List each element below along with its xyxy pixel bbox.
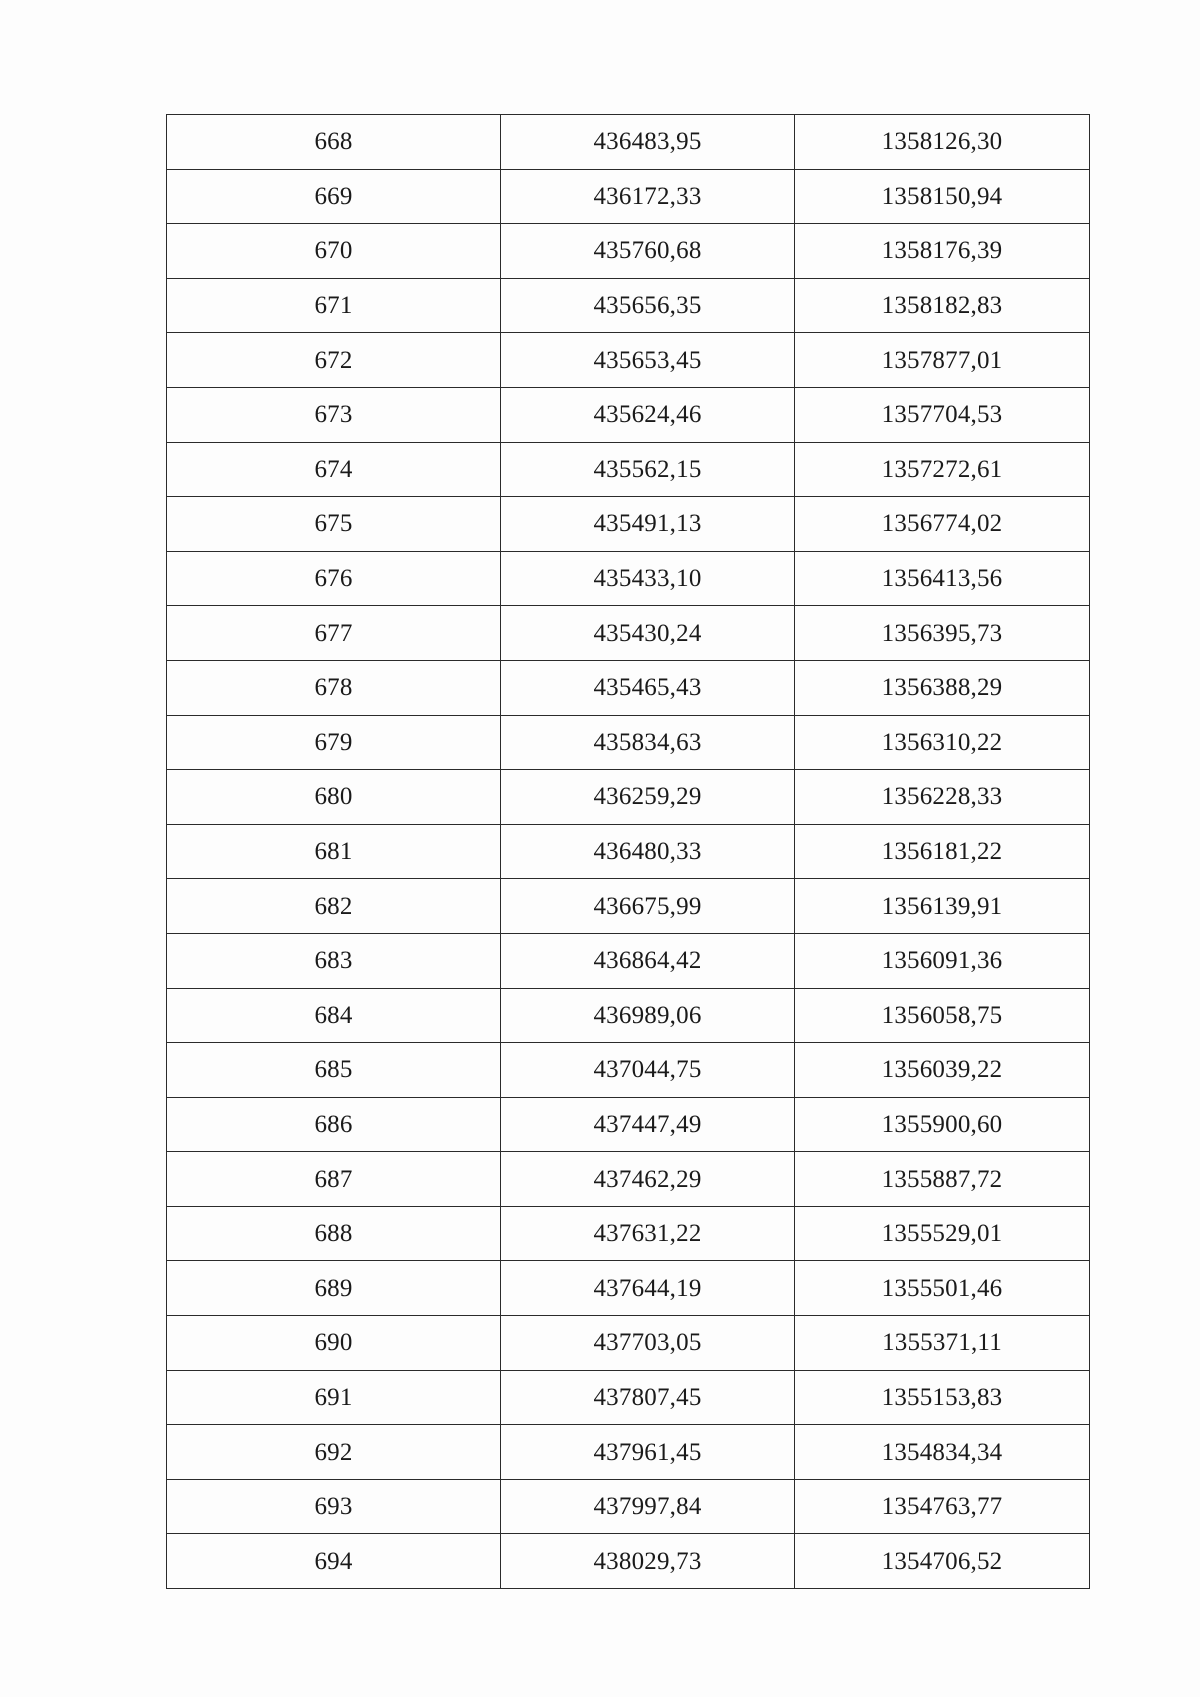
y-coordinate-cell: 1356228,33 bbox=[795, 770, 1090, 825]
y-coordinate-cell: 1356413,56 bbox=[795, 551, 1090, 606]
table-row bbox=[167, 715, 1090, 770]
point-number-cell: 679 bbox=[167, 715, 501, 770]
x-coordinate-cell: 437703,05 bbox=[501, 1316, 795, 1371]
y-coordinate-cell: 1356058,75 bbox=[795, 988, 1090, 1043]
table-row bbox=[167, 1479, 1090, 1534]
table-row bbox=[167, 1425, 1090, 1480]
point-number-cell: 684 bbox=[167, 988, 501, 1043]
point-number-cell: 671 bbox=[167, 278, 501, 333]
point-number-cell: 693 bbox=[167, 1479, 501, 1534]
table-row bbox=[167, 1206, 1090, 1261]
y-coordinate-cell: 1358176,39 bbox=[795, 224, 1090, 279]
point-number-cell: 668 bbox=[167, 115, 501, 170]
y-coordinate-cell: 1358126,30 bbox=[795, 115, 1090, 170]
point-number-cell: 673 bbox=[167, 387, 501, 442]
point-number-cell: 670 bbox=[167, 224, 501, 279]
y-coordinate-cell: 1357272,61 bbox=[795, 442, 1090, 497]
table-row bbox=[167, 224, 1090, 279]
coordinates-table-body bbox=[167, 115, 1090, 1589]
x-coordinate-cell: 437961,45 bbox=[501, 1425, 795, 1480]
x-coordinate-cell: 436483,95 bbox=[501, 115, 795, 170]
table-row bbox=[167, 1152, 1090, 1207]
y-coordinate-cell: 1356139,91 bbox=[795, 879, 1090, 934]
x-coordinate-cell: 436172,33 bbox=[501, 169, 795, 224]
y-coordinate-cell: 1358182,83 bbox=[795, 278, 1090, 333]
point-number-cell: 685 bbox=[167, 1043, 501, 1098]
x-coordinate-cell: 435491,13 bbox=[501, 497, 795, 552]
point-number-cell: 676 bbox=[167, 551, 501, 606]
y-coordinate-cell: 1355887,72 bbox=[795, 1152, 1090, 1207]
table-row bbox=[167, 1316, 1090, 1371]
y-coordinate-cell: 1355371,11 bbox=[795, 1316, 1090, 1371]
x-coordinate-cell: 435433,10 bbox=[501, 551, 795, 606]
x-coordinate-cell: 436675,99 bbox=[501, 879, 795, 934]
y-coordinate-cell: 1355501,46 bbox=[795, 1261, 1090, 1316]
y-coordinate-cell: 1356310,22 bbox=[795, 715, 1090, 770]
table-row bbox=[167, 933, 1090, 988]
y-coordinate-cell: 1356181,22 bbox=[795, 824, 1090, 879]
y-coordinate-cell: 1356395,73 bbox=[795, 606, 1090, 661]
point-number-cell: 672 bbox=[167, 333, 501, 388]
point-number-cell: 687 bbox=[167, 1152, 501, 1207]
point-number-cell: 692 bbox=[167, 1425, 501, 1480]
y-coordinate-cell: 1355153,83 bbox=[795, 1370, 1090, 1425]
y-coordinate-cell: 1354706,52 bbox=[795, 1534, 1090, 1589]
point-number-cell: 686 bbox=[167, 1097, 501, 1152]
point-number-cell: 675 bbox=[167, 497, 501, 552]
point-number-cell: 680 bbox=[167, 770, 501, 825]
x-coordinate-cell: 436864,42 bbox=[501, 933, 795, 988]
y-coordinate-cell: 1356091,36 bbox=[795, 933, 1090, 988]
y-coordinate-cell: 1355900,60 bbox=[795, 1097, 1090, 1152]
y-coordinate-cell: 1354834,34 bbox=[795, 1425, 1090, 1480]
y-coordinate-cell: 1354763,77 bbox=[795, 1479, 1090, 1534]
table-row bbox=[167, 278, 1090, 333]
table-row bbox=[167, 770, 1090, 825]
y-coordinate-cell: 1356774,02 bbox=[795, 497, 1090, 552]
table-row bbox=[167, 442, 1090, 497]
x-coordinate-cell: 435465,43 bbox=[501, 660, 795, 715]
point-number-cell: 690 bbox=[167, 1316, 501, 1371]
x-coordinate-cell: 435624,46 bbox=[501, 387, 795, 442]
table-row bbox=[167, 988, 1090, 1043]
x-coordinate-cell: 437807,45 bbox=[501, 1370, 795, 1425]
y-coordinate-cell: 1358150,94 bbox=[795, 169, 1090, 224]
table-row bbox=[167, 879, 1090, 934]
point-number-cell: 683 bbox=[167, 933, 501, 988]
point-number-cell: 669 bbox=[167, 169, 501, 224]
point-number-cell: 691 bbox=[167, 1370, 501, 1425]
x-coordinate-cell: 436480,33 bbox=[501, 824, 795, 879]
table-row bbox=[167, 115, 1090, 170]
x-coordinate-cell: 435760,68 bbox=[501, 224, 795, 279]
table-row bbox=[167, 660, 1090, 715]
table-row bbox=[167, 387, 1090, 442]
table-row bbox=[167, 551, 1090, 606]
table-row bbox=[167, 1097, 1090, 1152]
x-coordinate-cell: 437997,84 bbox=[501, 1479, 795, 1534]
table-row bbox=[167, 1043, 1090, 1098]
point-number-cell: 694 bbox=[167, 1534, 501, 1589]
x-coordinate-cell: 437447,49 bbox=[501, 1097, 795, 1152]
table-row bbox=[167, 606, 1090, 661]
x-coordinate-cell: 438029,73 bbox=[501, 1534, 795, 1589]
x-coordinate-cell: 435656,35 bbox=[501, 278, 795, 333]
coordinates-table bbox=[166, 114, 1090, 1589]
table-row bbox=[167, 1534, 1090, 1589]
y-coordinate-cell: 1355529,01 bbox=[795, 1206, 1090, 1261]
y-coordinate-cell: 1357877,01 bbox=[795, 333, 1090, 388]
table-row bbox=[167, 169, 1090, 224]
point-number-cell: 677 bbox=[167, 606, 501, 661]
point-number-cell: 682 bbox=[167, 879, 501, 934]
x-coordinate-cell: 437044,75 bbox=[501, 1043, 795, 1098]
table-row bbox=[167, 824, 1090, 879]
table-row bbox=[167, 333, 1090, 388]
y-coordinate-cell: 1357704,53 bbox=[795, 387, 1090, 442]
point-number-cell: 689 bbox=[167, 1261, 501, 1316]
point-number-cell: 674 bbox=[167, 442, 501, 497]
y-coordinate-cell: 1356388,29 bbox=[795, 660, 1090, 715]
x-coordinate-cell: 435430,24 bbox=[501, 606, 795, 661]
x-coordinate-cell: 435653,45 bbox=[501, 333, 795, 388]
x-coordinate-cell: 437644,19 bbox=[501, 1261, 795, 1316]
x-coordinate-cell: 437462,29 bbox=[501, 1152, 795, 1207]
point-number-cell: 681 bbox=[167, 824, 501, 879]
table-row bbox=[167, 1261, 1090, 1316]
x-coordinate-cell: 437631,22 bbox=[501, 1206, 795, 1261]
x-coordinate-cell: 435562,15 bbox=[501, 442, 795, 497]
point-number-cell: 688 bbox=[167, 1206, 501, 1261]
table-row bbox=[167, 497, 1090, 552]
point-number-cell: 678 bbox=[167, 660, 501, 715]
table-row bbox=[167, 1370, 1090, 1425]
x-coordinate-cell: 436989,06 bbox=[501, 988, 795, 1043]
y-coordinate-cell: 1356039,22 bbox=[795, 1043, 1090, 1098]
x-coordinate-cell: 436259,29 bbox=[501, 770, 795, 825]
x-coordinate-cell: 435834,63 bbox=[501, 715, 795, 770]
